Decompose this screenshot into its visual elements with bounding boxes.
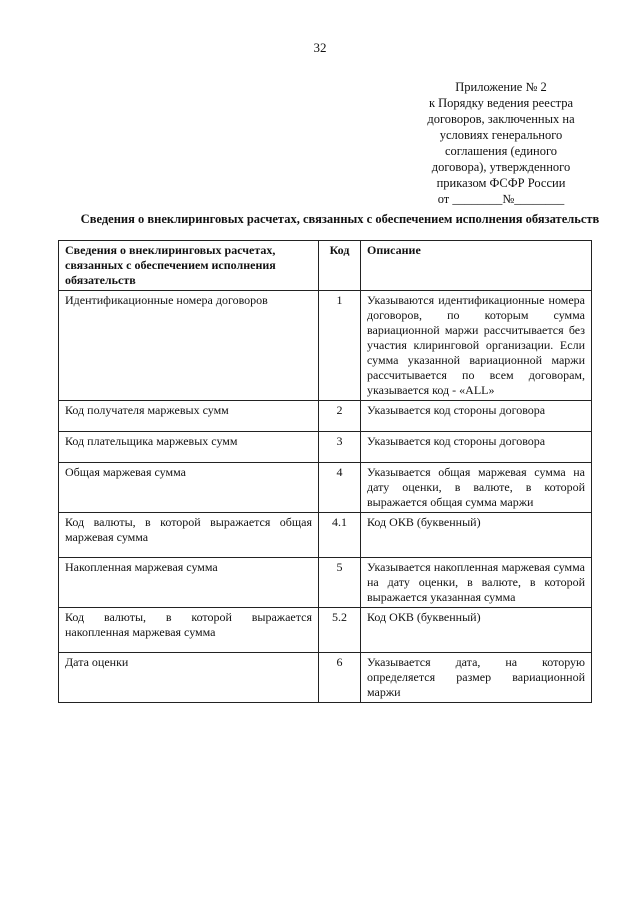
table-header-row xyxy=(59,241,592,291)
row-description: Указывается дата, на которую определяется размер вариационной маржи xyxy=(361,653,592,703)
row-description: Указываются идентификационные номера договоров, по которым сумма вариационной маржи рассчитывается без участия клиринговой организации. Если сумма указанной вариационной маржи рассчитывается по всем договорам, указывается код - «ALL» xyxy=(361,291,592,401)
row-description: Код ОКВ (буквенный) xyxy=(361,513,592,558)
row-code: 5 xyxy=(319,558,361,608)
table-row xyxy=(59,401,592,432)
row-name: Идентификационные номера договоров xyxy=(59,291,319,401)
row-name: Накопленная маржевая сумма xyxy=(59,558,319,608)
row-name: Общая маржевая сумма xyxy=(59,463,319,513)
row-description: Указывается код стороны договора xyxy=(361,401,592,432)
appendix-header xyxy=(407,79,595,207)
row-code: 5.2 xyxy=(319,608,361,653)
table-row xyxy=(59,558,592,608)
table-row xyxy=(59,653,592,703)
row-description: Указывается общая маржевая сумма на дату оценки, в валюте, в которой выражается общая сумма маржи xyxy=(361,463,592,513)
table-row xyxy=(59,608,592,653)
row-code: 4.1 xyxy=(319,513,361,558)
row-name: Код валюты, в которой выражается накопленная маржевая сумма xyxy=(59,608,319,653)
appendix-line: приказом ФСФР России xyxy=(436,176,566,190)
row-name: Код получателя маржевых сумм xyxy=(59,401,319,432)
row-name: Код валюты, в которой выражается общая маржевая сумма xyxy=(59,513,319,558)
row-description: Указывается код стороны договора xyxy=(361,432,592,463)
row-name: Дата оценки xyxy=(59,653,319,703)
table-row xyxy=(59,432,592,463)
row-code: 1 xyxy=(319,291,361,401)
row-code: 6 xyxy=(319,653,361,703)
appendix-line: условиях генерального xyxy=(439,128,563,142)
appendix-line: от ________№________ xyxy=(437,192,565,206)
header-code: Код xyxy=(319,241,361,291)
registry-table xyxy=(58,240,592,703)
row-code: 3 xyxy=(319,432,361,463)
appendix-line: договоров, заключенных на xyxy=(427,112,575,126)
header-description: Описание xyxy=(361,241,592,291)
table-row xyxy=(59,291,592,401)
appendix-line: договора), утвержденного xyxy=(431,160,571,174)
row-name: Код плательщика маржевых сумм xyxy=(59,432,319,463)
table-row xyxy=(59,463,592,513)
appendix-line: к Порядку ведения реестра xyxy=(428,96,574,110)
header-name: Сведения о внеклиринговых расчетах, связанных с обеспечением исполнения обязательств xyxy=(59,241,319,291)
row-code: 4 xyxy=(319,463,361,513)
document-title: Сведения о внеклиринговых расчетах, связанных с обеспечением исполнения обязательств xyxy=(80,212,600,226)
appendix-line: соглашения (единого xyxy=(444,144,558,158)
table-row xyxy=(59,513,592,558)
row-description: Указывается накопленная маржевая сумма на дату оценки, в валюте, в которой выражается указанная сумма xyxy=(361,558,592,608)
row-description: Код ОКВ (буквенный) xyxy=(361,608,592,653)
appendix-line: Приложение № 2 xyxy=(455,80,547,94)
page-number: 32 xyxy=(313,40,327,55)
row-code: 2 xyxy=(319,401,361,432)
